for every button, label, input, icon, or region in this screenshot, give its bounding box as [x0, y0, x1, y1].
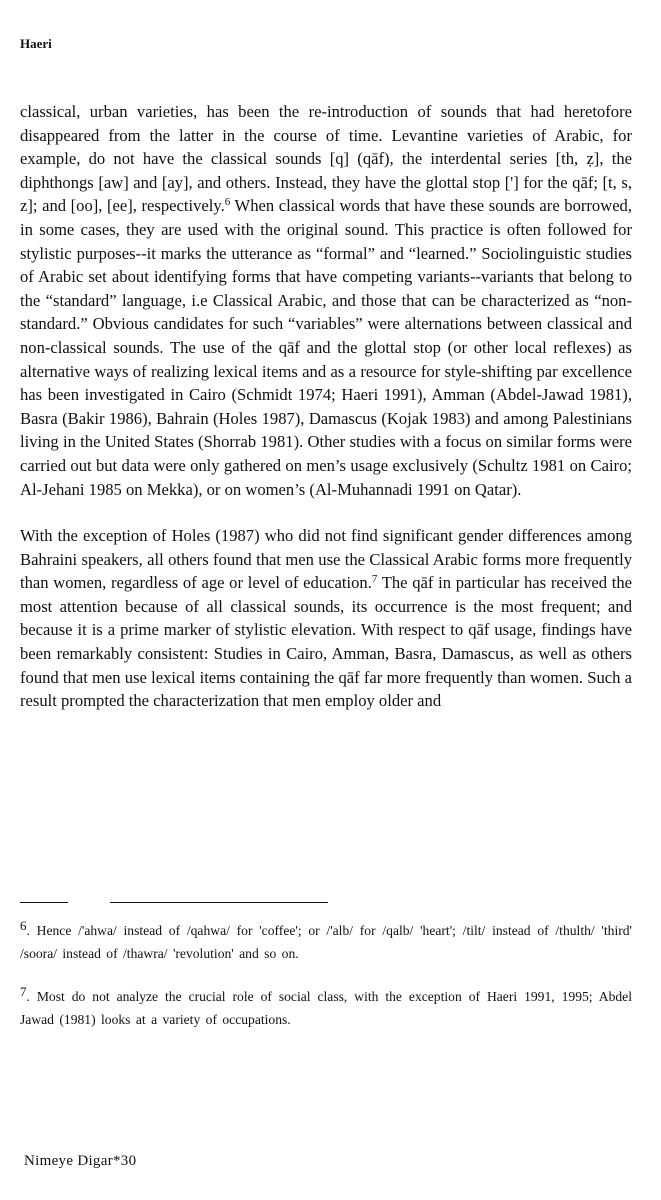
- paragraph-1-text-a: classical, urban varieties, has been the re-introduction of sounds that had heretofore disappeared from the latter in the course of time. Levantine varieties of Arabic, for example, do not have the classical sounds [q] (qāf), the interdental series [th, ẓ], the diphthongs [aw] and [ay], and others. Instead, they have the glottal stop ['] for the qāf; [t, s, z]; and [oo], [ee], respectively.: [20, 102, 632, 216]
- footnote-6-text: . Hence /'ahwa/ instead of /qahwa/ for 'coffee'; or /'alb/ for /qalb/ 'heart'; /tilt/ instead of /thulth/ 'third' /soora/ instead of /thawra/ 'revolution' and so on.: [20, 923, 632, 961]
- footnote-number-7: 7: [20, 984, 27, 999]
- footnote-separator-right: [110, 902, 328, 903]
- body-text: [20, 100, 632, 713]
- paragraph-2-text-a: With the exception of Holes (1987) who did not find significant gender differences among Bahraini speakers, all others found that men use the Classical Arabic forms more frequently than women, regardless of age or level of education.: [20, 526, 632, 593]
- footnote-6: [20, 920, 632, 965]
- paragraph-1: [20, 100, 632, 501]
- footnote-separator-left: [20, 902, 68, 903]
- footnote-ref-7[interactable]: 7: [371, 573, 378, 586]
- running-head: Haeri: [20, 36, 52, 51]
- footnote-ref-6[interactable]: 6: [224, 196, 231, 209]
- paragraph-1-text-b: When classical words that have these sounds are borrowed, in some cases, they are used with the original sound. This practice is often followed for stylistic purposes--it marks the utterance as “formal” and “learned.” Sociolinguistic studies of Arabic set about identifying forms that have competing variants--variants that belong to the “standard” language, i.e Classical Arabic, and those that can be characterized as “non-standard.” Obvious candidates for such “variables” were alternations between classical and non-classical sounds. The use of the qāf and the glottal stop (or other local reflexes) as alternative ways of realizing lexical items and as a resource for style-shifting par excellence has been investigated in Cairo (Schmidt 1974; Haeri 1991), Amman (Abdel-Jawad 1981), Basra (Bakir 1986), Bahrain (Holes 1987), Damascus (Kojak 1983) and among Palestinians living in the United States (Shorrab 1981). Other studies with a focus on similar forms were carried out but data were only gathered on men’s usage exclusively (Schultz 1981 on Cairo; Al-Jehani 1985 on Mekka), or on women’s (Al-Muhannadi 1991 on Qatar).: [20, 196, 633, 499]
- paragraph-2: [20, 524, 632, 713]
- page-footer: Nimeye Digar*30: [24, 1153, 137, 1169]
- footnote-number-6: 6: [20, 918, 27, 933]
- paragraph-2-text-b: The qāf in particular has received the most attention because of all classical sounds, its occurrence is the most frequent; and because it is a prime marker of stylistic elevation. With respect to qāf usage, findings have been remarkably consistent: Studies in Cairo, Amman, Basra, Damascus, as well as others found that men use lexical items containing the qāf far more frequently than women. Such a result prompted the characterization that men employ older and: [20, 573, 632, 711]
- footnote-7-text: . Most do not analyze the crucial role of social class, with the exception of Haeri 1991, 1995; Abdel Jawad (1981) looks at a variety of occupations.: [20, 989, 632, 1027]
- footnotes: [20, 920, 632, 1031]
- footnote-7: [20, 986, 632, 1031]
